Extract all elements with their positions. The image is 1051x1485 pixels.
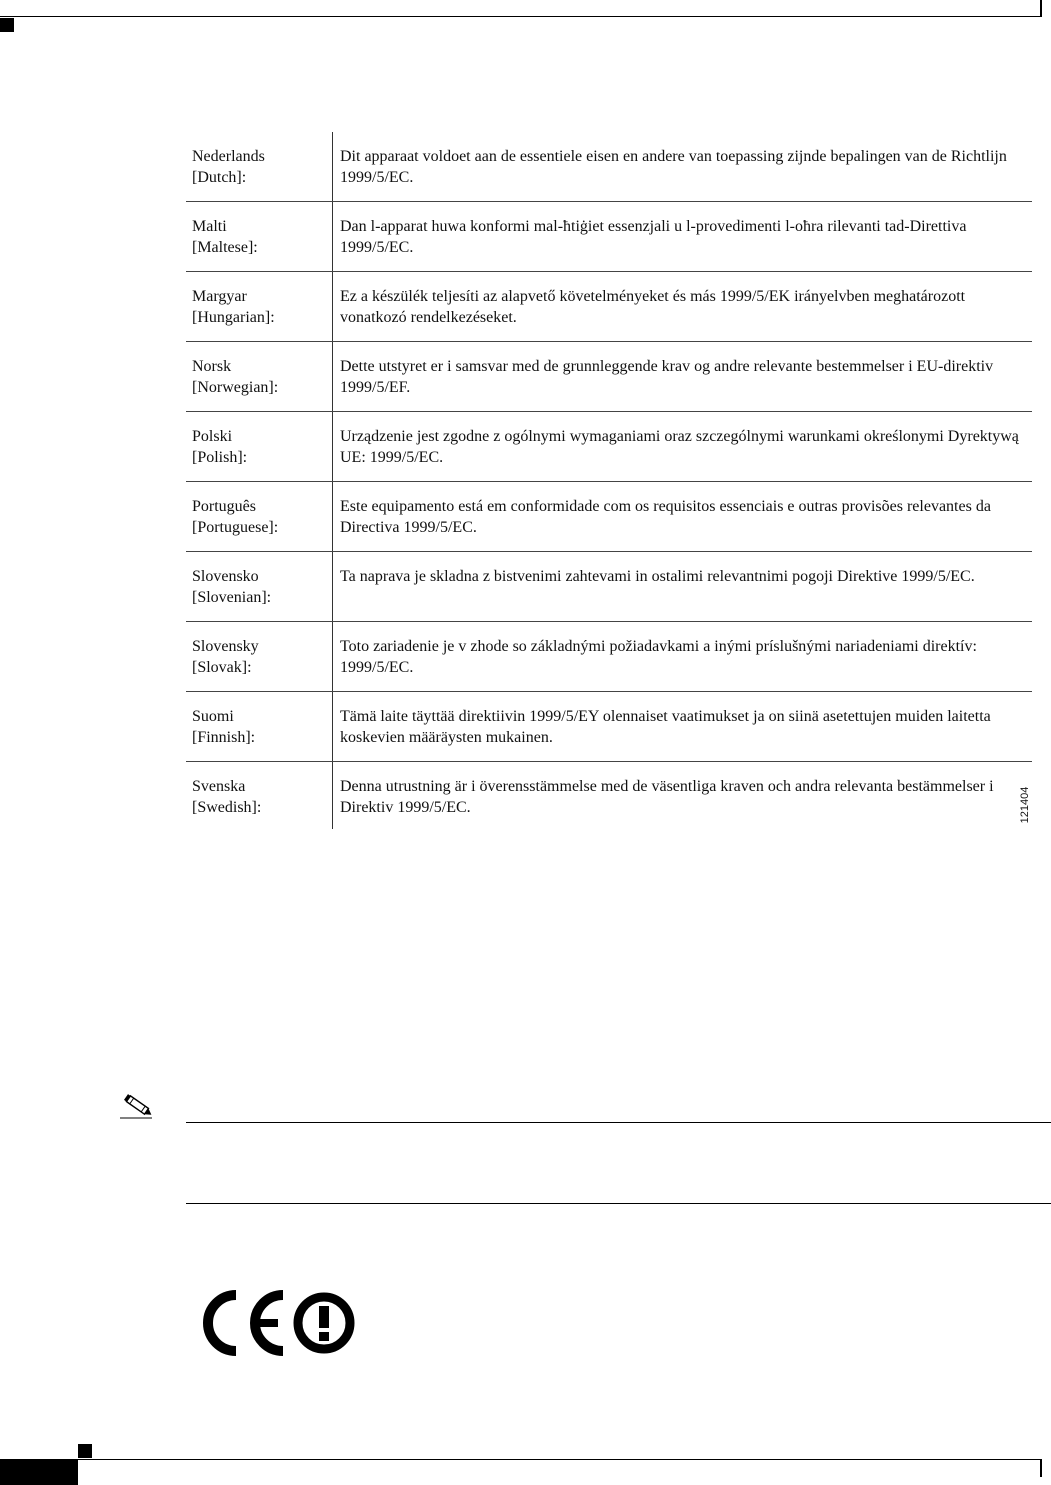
compliance-table (186, 132, 1032, 832)
declaration-cell: Denna utrustning är i överensstämmelse med de väsentliga kraven och andra relevanta bestämmelser i Direktiv 1999/5/EC. (340, 778, 994, 816)
table-row (186, 202, 1032, 272)
figure-id: 121404 (1019, 786, 1031, 824)
footer-rule (78, 1459, 1040, 1460)
language-cell: Português [Portuguese]: (192, 498, 279, 536)
note-pencil-icon (118, 1094, 158, 1124)
table-row (186, 622, 1032, 692)
note-rule-top (186, 1122, 1051, 1123)
table-row (186, 342, 1032, 412)
language-cell: Polski [Polish]: (192, 428, 248, 466)
note-rule-bottom (186, 1203, 1051, 1204)
language-cell: Slovensky [Slovak]: (192, 638, 259, 676)
table-row (186, 552, 1032, 622)
declaration-cell: Urządzenie jest zgodne z ogólnymi wymaganiami oraz szczególnymi warunkami określonymi Dyrektywą UE: 1999/5/EC. (340, 428, 1019, 466)
table-row (186, 272, 1032, 342)
declaration-cell: Dette utstyret er i samsvar med de grunnleggende krav og andre relevante bestemmelser i EU-direktiv 1999/5/EF. (340, 358, 994, 396)
page-number-tab (0, 1459, 78, 1485)
language-cell: Slovensko [Slovenian]: (192, 568, 272, 606)
declaration-cell: Este equipamento está em conformidade com os requisitos essenciais e outras provisões relevantes da Directiva 1999/5/EC. (340, 498, 991, 536)
language-cell: Svenska [Swedish]: (192, 778, 262, 816)
declaration-cell: Dit apparaat voldoet aan de essentiele eisen en andere van toepassing zijnde bepalingen van de Richtlijn 1999/5/EC. (340, 148, 1007, 186)
declaration-cell: Toto zariadenie je v zhode so základnými požiadavkami a inými príslušnými nariadeniami direktív: 1999/5/EC. (340, 638, 977, 676)
declaration-cell: Ez a készülék teljesíti az alapvető követelményeket és más 1999/5/EK irányelvben meghatározott vonatkozó rendelkezéseket. (340, 288, 966, 326)
footer-tick (1040, 1459, 1042, 1477)
ce-alert-mark-icon (198, 1290, 362, 1356)
table-row (186, 412, 1032, 482)
declaration-cell: Dan l-apparat huwa konformi mal-ħtiġiet essenzjali u l-provedimenti l-oħra rilevanti tad-Direttiva 1999/5/EC. (340, 218, 967, 256)
header-tick (1040, 0, 1042, 17)
table-row (186, 132, 1032, 202)
language-cell: Nederlands [Dutch]: (192, 148, 265, 186)
header-rule (0, 16, 1040, 17)
table-row (186, 692, 1032, 762)
language-cell: Norsk [Norwegian]: (192, 358, 279, 396)
header-marker (0, 18, 14, 32)
language-cell: Suomi [Finnish]: (192, 708, 256, 746)
language-cell: Margyar [Hungarian]: (192, 288, 275, 326)
table-row (186, 482, 1032, 552)
footer-marker (78, 1444, 92, 1458)
declaration-cell: Ta naprava je skladna z bistvenimi zahtevami in ostalimi relevantnimi pogoji Direktive 1999/5/EC. (340, 568, 975, 585)
language-cell: Malti [Maltese]: (192, 218, 258, 256)
declaration-cell: Tämä laite täyttää direktiivin 1999/5/EY olennaiset vaatimukset ja on siinä asetettujen muiden laitetta koskevien määräysten mukainen. (340, 708, 991, 746)
table-row (186, 762, 1032, 832)
